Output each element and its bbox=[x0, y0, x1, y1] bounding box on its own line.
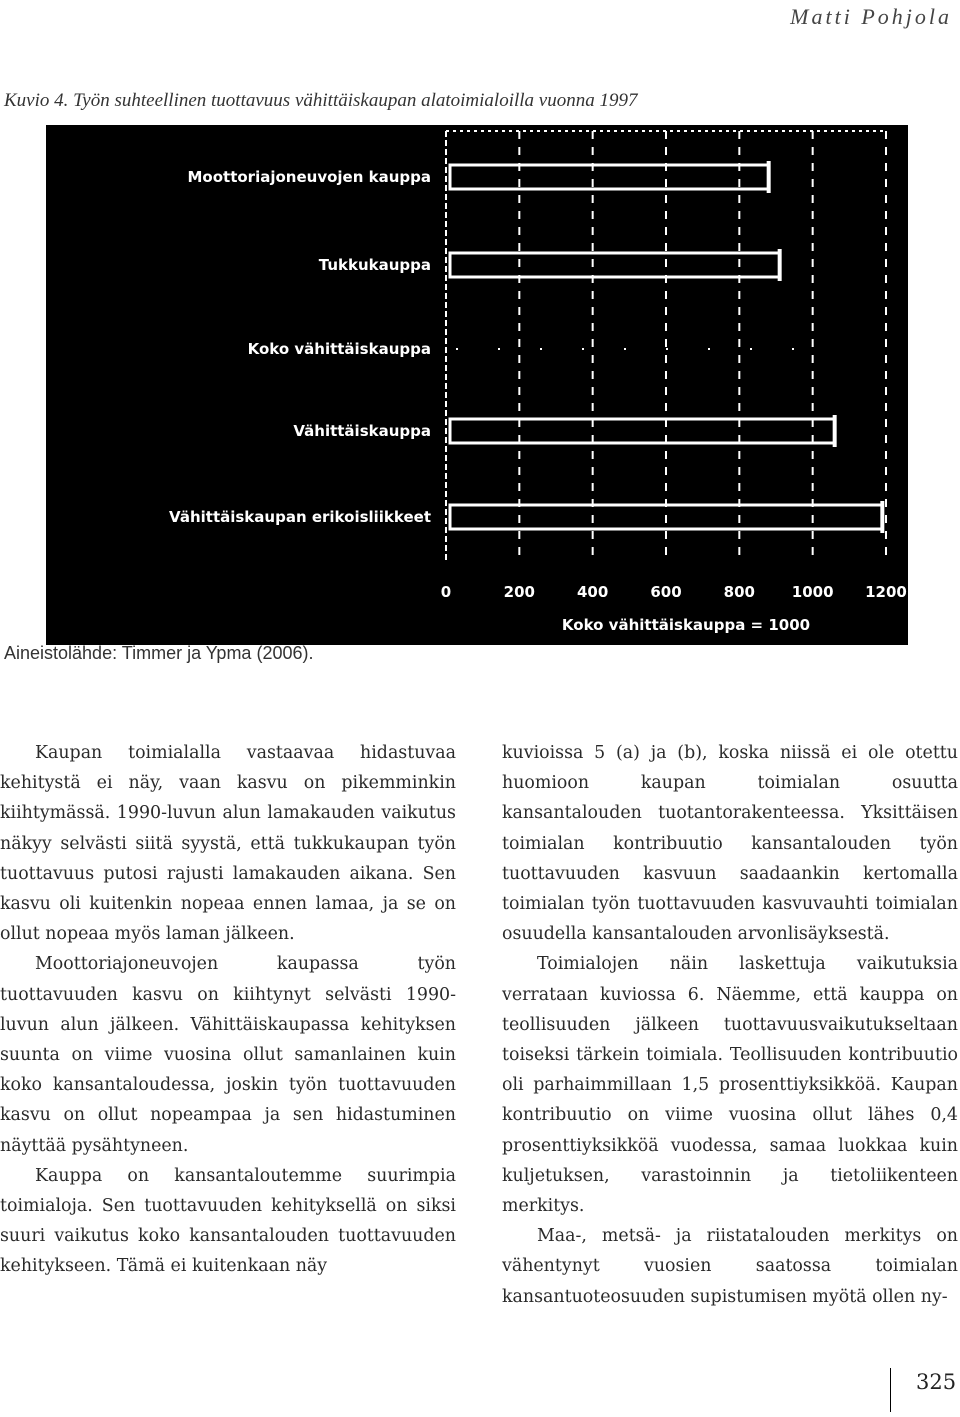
paragraph: kuvioissa 5 (a) ja (b), koska niissä ei ole otettu huomioon kaupan toimialan osuutta kansantalouden tuotantorakenteessa. Yksittäisen toimialan kontribuutio kansantalouden työn tuottavuuden kasvuun saadaankin kertomalla toimialan työn tuottavuuden kasvuvauhti toimialan osuudella kansantalouden arvonlisäyksestä. bbox=[502, 743, 958, 945]
x-tick-label: 600 bbox=[650, 583, 682, 601]
paragraph: Moottoriajoneuvojen kaupassa työn tuottavuuden kasvu on kiihtynyt selvästi 1990-luvun alun jälkeen. Vähittäiskaupassa kehityksen suunta on viime vuosina ollut samanlainen kuin koko kansantaloudessa, joskin työn tuottavuuden kasvu on ollut nopeampaa ja sen hidastuminen näyttää pysähtyneen. bbox=[0, 954, 456, 1156]
category-label: Moottoriajoneuvojen kauppa bbox=[187, 168, 431, 186]
paragraph: Kaupan toimialalla vastaavaa hidastuvaa kehitystä ei näy, vaan kasvu on pikemminkin kiihtymässä. 1990-luvun alun lamakauden vaikutus näkyy selvästi siitä syystä, että tukkukaupan työn tuottavuus putosi rajusti lamakauden aikana. Sen kasvu oli kuitenkin nopeaa ennen lamaa, ja se on ollut nopeaa myös laman jälkeen. bbox=[0, 743, 456, 945]
bar bbox=[450, 253, 780, 277]
x-tick-label: 200 bbox=[503, 583, 535, 601]
paragraph: Kauppa on kansantaloutemme suurimpia toimialoja. Sen tuottavuuden kehityksellä on siksi suuri vaikutus koko kansantalouden tuottavuuden kehitykseen. Tämä ei kuitenkaan näy bbox=[0, 1165, 456, 1277]
category-label: Tukkukauppa bbox=[318, 256, 431, 274]
figure-caption: Kuvio 4. Työn suhteellinen tuottavuus vähittäiskaupan alatoimialoilla vuonna 1997 bbox=[4, 90, 638, 111]
page-number-rule bbox=[890, 1368, 891, 1412]
bar-chart bbox=[46, 125, 908, 645]
figure-chart bbox=[46, 125, 908, 645]
body-column-right bbox=[502, 738, 958, 1312]
bar bbox=[450, 165, 769, 189]
body-column-left bbox=[0, 738, 456, 1282]
x-tick-label: 1200 bbox=[865, 583, 907, 601]
x-tick-label: 1000 bbox=[791, 583, 834, 601]
figure-source: Aineistolähde: Timmer ja Ypma (2006). bbox=[4, 643, 314, 663]
page-number: 325 bbox=[916, 1370, 957, 1394]
x-tick-label: 400 bbox=[577, 583, 609, 601]
bar bbox=[450, 419, 835, 443]
x-tick-label: 800 bbox=[723, 583, 755, 601]
paragraph: Maa-, metsä- ja riistatalouden merkitys on vähentynyt vuosien saatossa toimialan kansantuoteosuuden supistumisen myötä ollen ny- bbox=[502, 1226, 958, 1307]
paragraph: Toimialojen näin laskettuja vaikutuksia verrataan kuviossa 6. Näemme, että kauppa on teollisuuden jälkeen tuottavuusvaikutukseltaan toiseksi tärkein toimiala. Teollisuuden kontribuutio oli parhaimmillaan 1,5 prosenttiyksikköä. Kaupan kontribuutio on viime vuosina ollut lähes 0,4 prosenttiyksikköä vuodessa, samaa luokkaa kuin kuljetuksen, varastoinnin ja tietoliikenteen merkitys. bbox=[502, 954, 958, 1217]
x-tick-label: 0 bbox=[440, 583, 452, 601]
category-label: Vähittäiskaupan erikoisliikkeet bbox=[169, 508, 431, 526]
x-axis-label: Koko vähittäiskauppa = 1000 bbox=[561, 616, 811, 634]
category-label: Koko vähittäiskauppa bbox=[247, 340, 431, 358]
category-label: Vähittäiskauppa bbox=[293, 422, 431, 440]
running-head: Matti Pohjola bbox=[790, 4, 952, 29]
